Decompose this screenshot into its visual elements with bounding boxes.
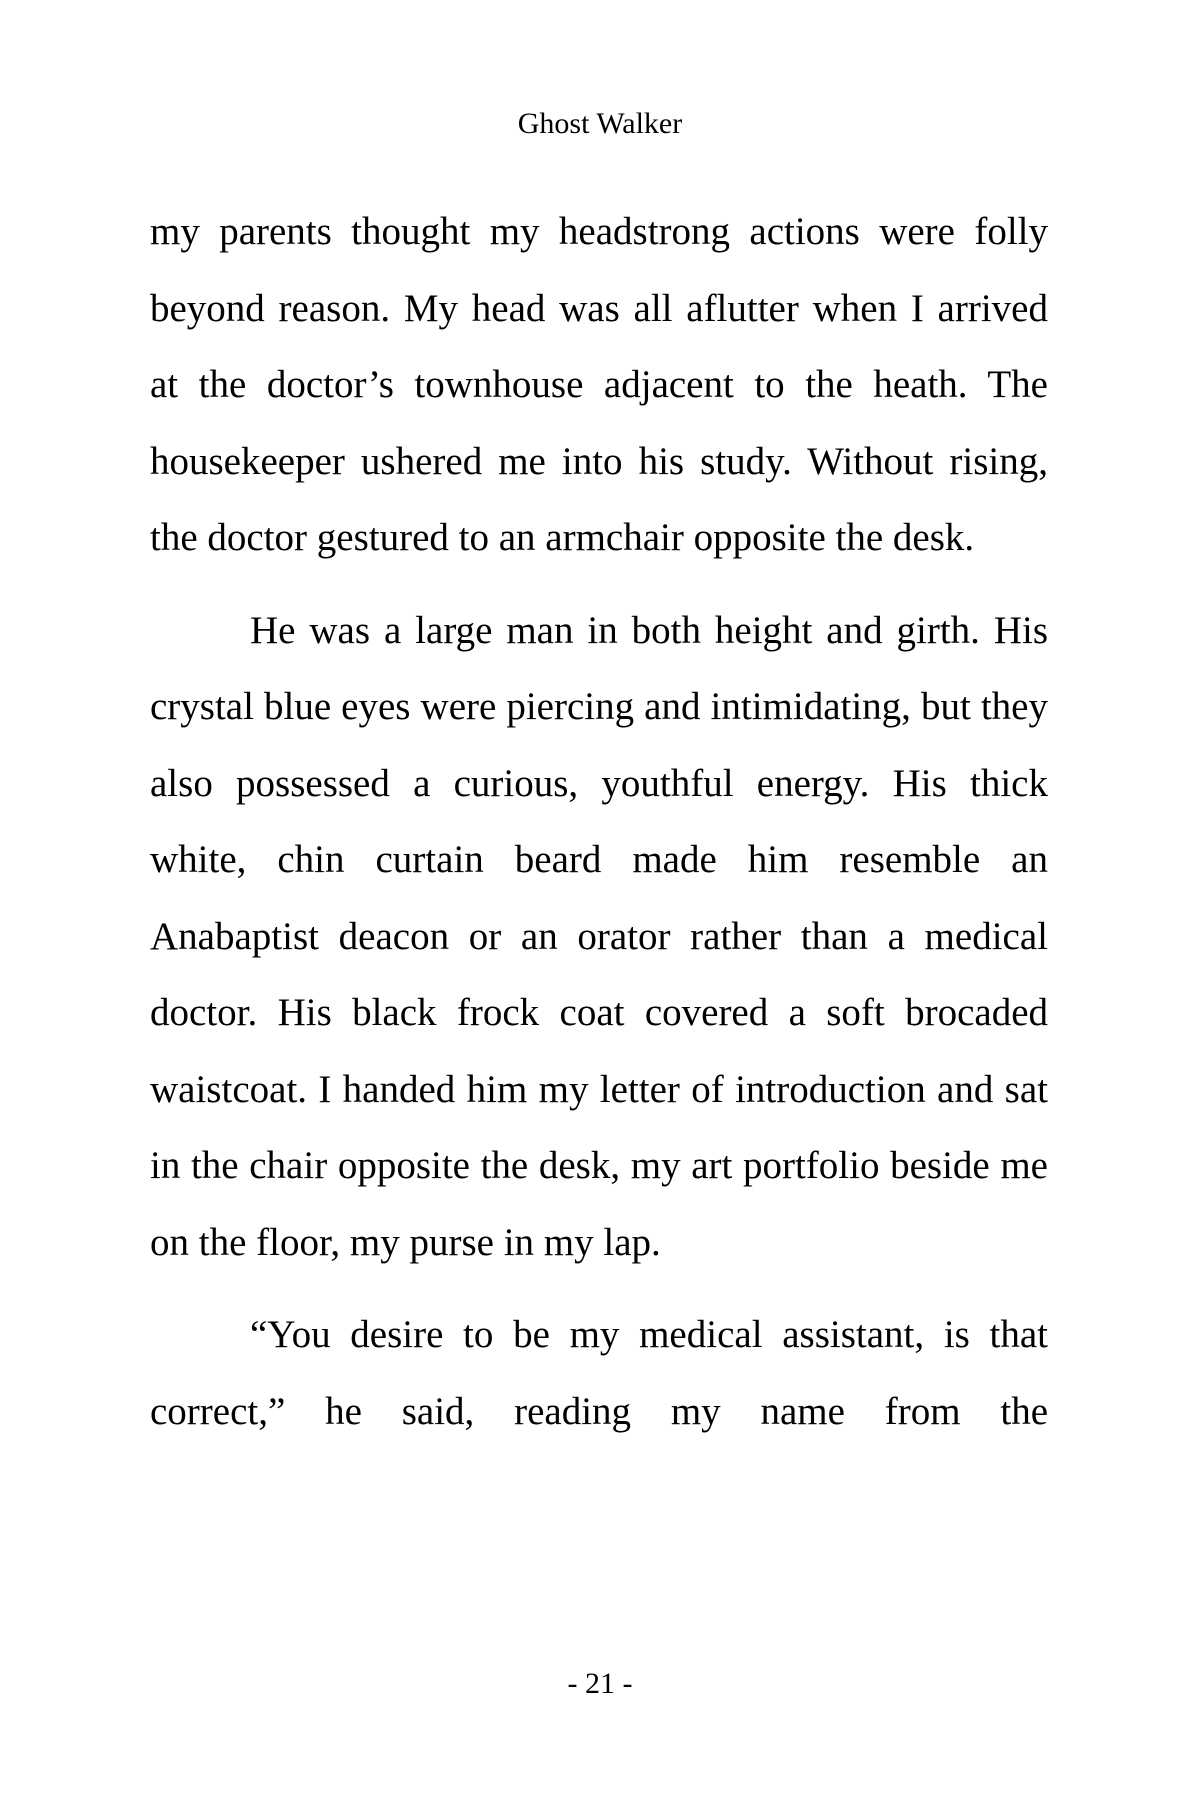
body-text [150, 194, 1048, 1450]
paragraph-3: “You desire to be my medical assistant, is that correct,” he said, reading my name from the [150, 1313, 1048, 1433]
paragraph-1: my parents thought my headstrong actions were folly beyond reason. My head was all aflutter when I arrived at the doctor’s townhouse adjacent to the heath. The housekeeper ushered me into his study. Without rising, the doctor gestured to an armchair opposite the desk. [150, 210, 1048, 559]
page-number: - 21 - [567, 1667, 633, 1700]
running-header-title: Ghost Walker [517, 107, 683, 140]
paragraph-2: He was a large man in both height and girth. His crystal blue eyes were piercing and intimidating, but they also possessed a curious, youthful energy. His thick white, chin curtain beard made him resemble an Anabaptist deacon or an orator rather than a medical doctor. His black frock coat covered a soft brocaded waistcoat. I handed him my letter of introduction and sat in the chair opposite the desk, my art portfolio beside me on the floor, my purse in my lap. [150, 608, 1048, 1264]
